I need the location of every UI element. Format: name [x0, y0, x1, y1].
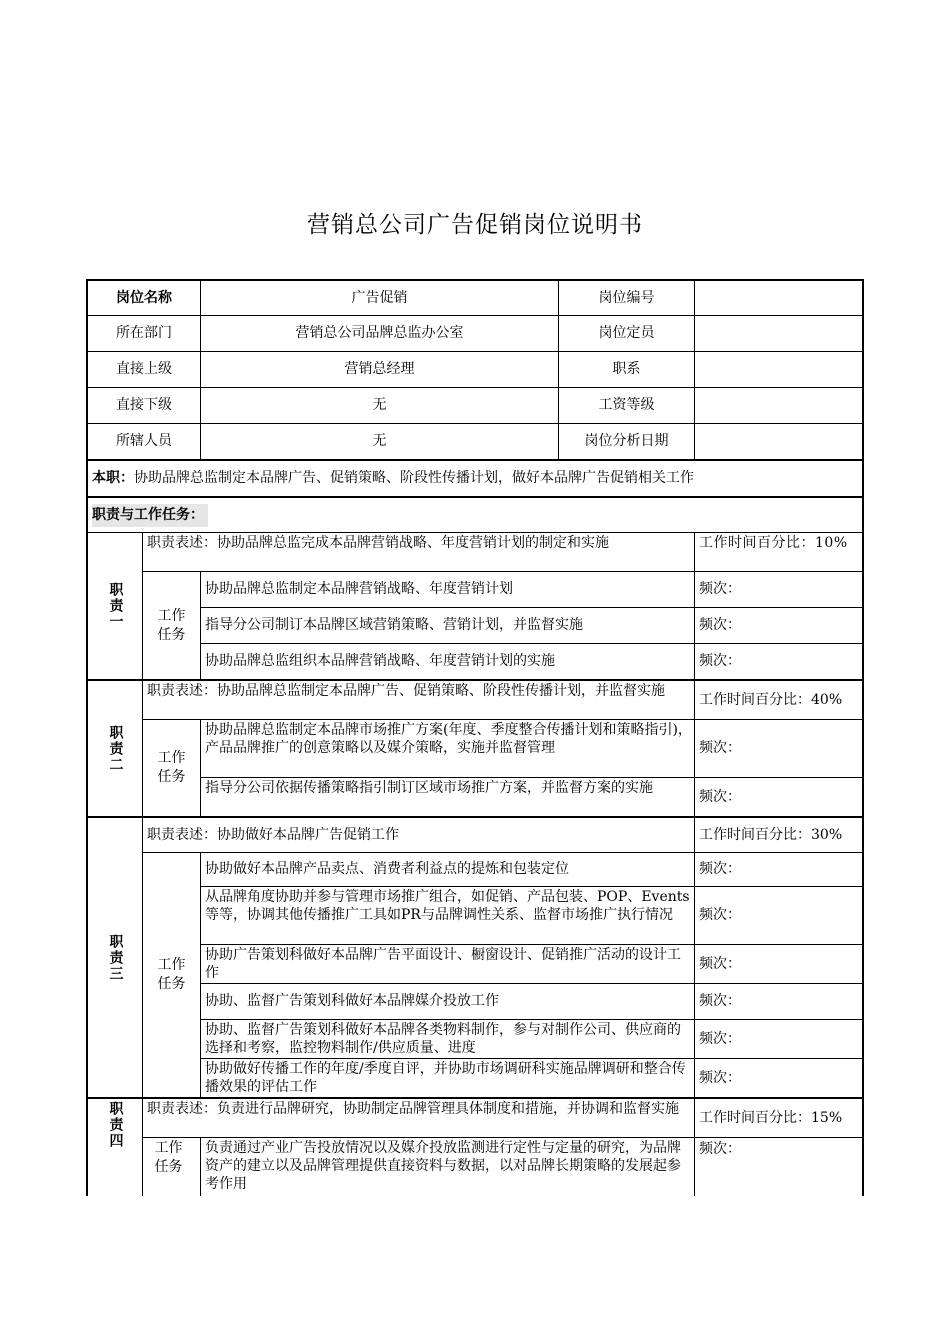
section-heading: 职责与工作任务：	[92, 504, 208, 527]
duty-4-pct: 工作时间百分比：15%	[699, 1109, 843, 1126]
label-subordinate: 直接下级	[116, 397, 172, 413]
label-supervisor: 直接上级	[116, 361, 172, 377]
label-staff: 所辖人员	[116, 433, 172, 449]
label-pay-grade: 工资等级	[598, 397, 655, 413]
duty-3-task-5: 协助、监督广告策划科做好本品牌各类物料制作，参与对制作公司、供应商的选择和考察，监控物料制作/供应质量、进度	[205, 1022, 681, 1056]
label-department: 所在部门	[116, 325, 172, 341]
duty-2-task-label	[143, 720, 200, 816]
duty-3-freq-6: 频次：	[699, 1069, 741, 1086]
duty-1-freq-2: 频次：	[699, 617, 741, 633]
core-duty-text: 协助品牌总监制定本品牌广告、促销策略、阶段性传播计划，做好本品牌广告促销相关工作	[134, 470, 694, 486]
duty-3-freq-2: 频次：	[699, 907, 741, 923]
core-duty-row	[88, 461, 862, 496]
duty-1-pct: 工作时间百分比：10%	[699, 535, 848, 551]
duty-3-freq-3: 频次：	[699, 955, 741, 972]
duty-3-task-6: 协助做好传播工作的年度/季度自评，并协助市场调研科实施品牌调研和整合传播效果的评估工作	[205, 1061, 686, 1095]
task-label-text: 工作任务	[154, 1140, 183, 1175]
value-subordinate: 无	[372, 397, 387, 413]
duty-2-freq-2: 频次：	[699, 788, 741, 805]
duty-3-pct: 工作时间百分比：30%	[699, 826, 843, 843]
label-position-code: 岗位编号	[598, 289, 655, 306]
duty-3-task-3: 协助广告策划科做好本品牌广告平面设计、橱窗设计、促销推广活动的设计工作	[205, 947, 681, 981]
task-label-text: 工作任务	[157, 957, 186, 992]
value-supervisor: 营销总经理	[344, 361, 415, 377]
duty-2-name	[88, 681, 142, 816]
duty-1-task-2: 指导分公司制订本品牌区域营销策略、营销计划，并监督实施	[205, 617, 583, 633]
duty-4-name	[88, 1099, 142, 1196]
duty-3-task-label	[143, 853, 200, 1097]
label-position-name: 岗位名称	[116, 289, 172, 306]
value-job-family	[695, 352, 862, 387]
duty-3-label: 职责三	[107, 933, 124, 982]
duty-3-freq-4: 频次：	[699, 993, 741, 1009]
duty-2-task-2: 指导分公司依据传播策略指引制订区域市场推广方案，并监督方案的实施	[205, 780, 653, 796]
value-headcount	[695, 316, 862, 351]
duty-2-label: 职责二	[107, 724, 124, 773]
task-label-text: 工作任务	[157, 750, 186, 785]
duty-3-freq-5: 频次：	[699, 1030, 741, 1047]
value-pay-grade	[695, 388, 862, 423]
task-label-text: 工作任务	[157, 607, 186, 643]
section-heading-row	[88, 498, 862, 532]
value-analysis-date	[695, 424, 862, 459]
duty-1-task-3: 协助品牌总监组织本品牌营销战略、年度营销计划的实施	[205, 653, 555, 669]
duty-1-name	[88, 533, 142, 679]
value-staff: 无	[372, 433, 387, 449]
duty-3-freq-1: 频次：	[699, 861, 741, 877]
duty-2-pct: 工作时间百分比：40%	[699, 691, 843, 708]
label-headcount: 岗位定员	[598, 325, 655, 341]
value-position-code	[695, 281, 862, 315]
duty-3-task-2: 从品牌角度协助并参与管理市场推广组合，如促销、产品包装、POP、Events等等，协调其他传播推广工具如PR与品牌调性关系、监督市场推广执行情况	[205, 889, 690, 923]
duty-4-freq-1: 频次：	[699, 1141, 741, 1157]
duty-2-freq-1: 频次：	[699, 740, 741, 756]
duty-1-freq-1: 频次：	[699, 581, 741, 597]
label-job-family: 职系	[612, 361, 641, 377]
duty-3-task-1: 协助做好本品牌产品卖点、消费者利益点的提炼和包装定位	[205, 861, 569, 877]
document-title: 营销总公司广告促销岗位说明书	[307, 212, 643, 238]
duty-1-task-label	[143, 572, 200, 679]
duty-1-label: 职责一	[107, 582, 124, 630]
label-analysis-date: 岗位分析日期	[584, 433, 669, 449]
duty-4-task-1: 负责通过产业广告投放情况以及媒介投放监测进行定性与定量的研究，为品牌资产的建立以及品牌管理提供直接资料与数据，以对品牌长期策略的发展起参考作用	[205, 1140, 681, 1192]
value-department: 营销总公司品牌总监办公室	[295, 325, 464, 341]
duty-1-desc: 职责表述：协助品牌总监完成本品牌营销战略、年度营销计划的制定和实施	[147, 535, 609, 551]
duty-4-label: 职责四	[107, 1101, 124, 1149]
duty-4-task-label	[143, 1138, 200, 1196]
duty-3-name	[88, 818, 142, 1097]
duty-4-desc: 职责表述：负责进行品牌研究，协助制定品牌管理具体制度和措施，并协调和监督实施	[147, 1101, 679, 1117]
duty-1-freq-3: 频次：	[699, 653, 741, 669]
value-position-name: 广告促销	[351, 289, 408, 306]
duty-3-task-4: 协助、监督广告策划科做好本品牌媒介投放工作	[205, 993, 499, 1009]
duty-2-task-1: 协助品牌总监制定本品牌市场推广方案(年度、季度整合传播计划和策略指引)，产品品牌推广的创意策略以及媒介策略，实施并监督管理	[205, 722, 692, 756]
duty-3-desc: 职责表述：协助做好本品牌广告促销工作	[147, 826, 399, 843]
duty-2-desc: 职责表述：协助品牌总监制定本品牌广告、促销策略、阶段性传播计划，并监督实施	[147, 683, 665, 699]
core-duty-label: 本职：	[92, 470, 134, 486]
duty-1-task-1: 协助品牌总监制定本品牌营销战略、年度营销计划	[205, 581, 513, 597]
